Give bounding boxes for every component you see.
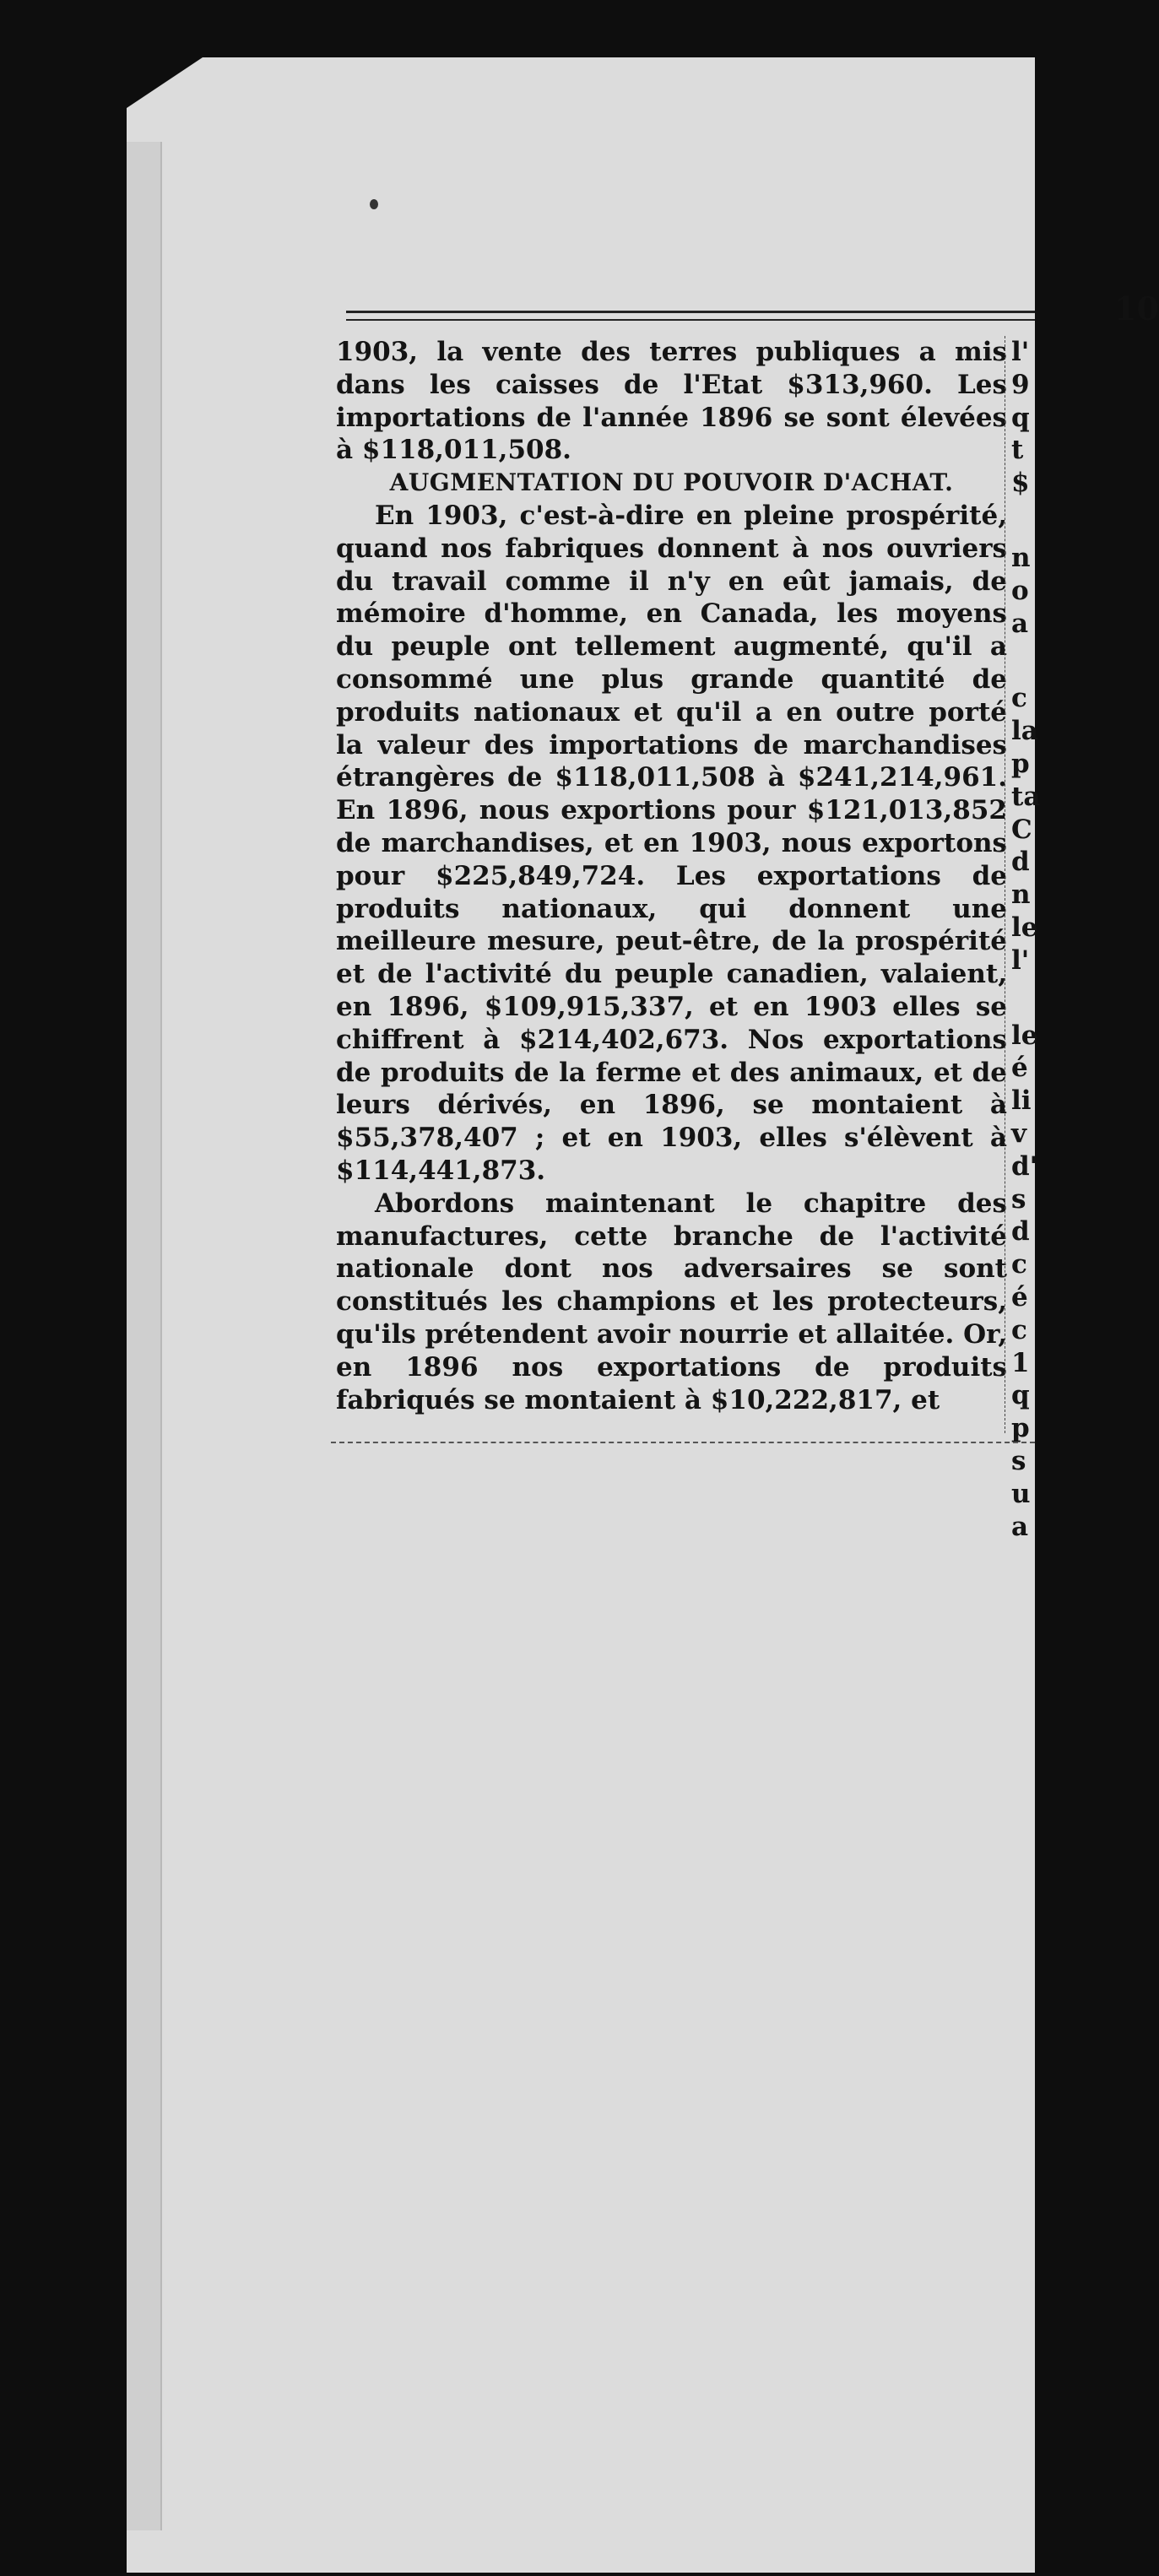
top-double-rule	[346, 311, 1035, 321]
fragment: é	[1011, 1053, 1028, 1084]
fragment: d	[1011, 1216, 1030, 1247]
fragment: l'	[1011, 944, 1030, 976]
fragment: s	[1011, 1445, 1026, 1476]
fragment: c	[1011, 1249, 1027, 1280]
fragment-gap	[1011, 977, 1045, 1020]
fragment: c	[1011, 1314, 1027, 1345]
fragment: d'	[1011, 1150, 1038, 1182]
ink-dot	[370, 199, 378, 209]
fragment: ta	[1011, 781, 1041, 812]
fragment: $	[1011, 468, 1030, 499]
main-text-column	[336, 336, 1007, 1416]
folded-corner	[127, 57, 203, 108]
fragment: c	[1011, 683, 1027, 714]
page-number: 10	[1114, 290, 1159, 327]
fragment: v	[1011, 1118, 1027, 1149]
bottom-dashed-rule	[331, 1442, 1035, 1443]
fragment: u	[1011, 1478, 1031, 1509]
fragment: d	[1011, 847, 1030, 878]
fragment: l'	[1011, 337, 1030, 367]
fragment: n	[1011, 879, 1031, 911]
paragraph-intro: 1903, la vente des terres publiques a mis dans les caisses de l'Etat $313,960. Les importations de l'année 1896 se sont élevées à $118,011,508.	[336, 337, 1007, 466]
section-heading: AUGMENTATION DU POUVOIR D'ACHAT.	[389, 468, 954, 497]
fragment: n	[1011, 542, 1031, 573]
fragment: p	[1011, 1413, 1030, 1444]
paragraph-manufactures: Abordons maintenant le chapitre des manufactures, cette branche de l'activité nationale dont nos adversaires se sont constitués les champions et les protecteurs, qu'ils prétendent avoir nourrie et allaitée. Or, en 1896 nos exportations de produits fabriqués se montaient à $10,222,817, et	[336, 1188, 1007, 1415]
fragment: o	[1011, 575, 1029, 606]
fragment: s	[1011, 1183, 1026, 1215]
fragment: le	[1011, 912, 1038, 943]
fragment: le	[1011, 1020, 1038, 1051]
fragment-gap	[1011, 500, 1045, 542]
page-binding-edge	[127, 142, 162, 2530]
fragment: é	[1011, 1281, 1028, 1312]
fragment: t	[1011, 435, 1024, 466]
fragment: li	[1011, 1085, 1032, 1117]
fragment: 9	[1011, 369, 1030, 400]
fragment: a	[1011, 1511, 1029, 1542]
fragment-gap	[1011, 640, 1045, 682]
fragment: a	[1011, 608, 1029, 639]
paragraph-purchasing-power: En 1903, c'est-à-dire en pleine prospérité, quand nos fabriques donnent à nos ouvriers du travail comme il n'y en eût jamais, de mémoire d'homme, en Canada, les moyens du peuple ont tellement augmenté, qu'il a consommé une plus grande quantité de produits nationaux et qu'il a en outre porté la valeur des importations de marchandises étrangères de $118,011,508 à $241,214,961. En 1896, nous exportions pour $121,013,852 de marchandises, et en 1903, nous exportons pour $225,849,724. Les exportations de produits nationaux, qui donnent une meilleure mesure, peut-être, de la prospérité et de l'activité du peuple canadien, valaient, en 1896, $109,915,337, et en 1903 elles se chiffrent à $214,402,673. Nos exportations de produits de la ferme et des animaux, et de leurs dérivés, en 1896, se montaient à $55,378,407 ; et en 1903, elles s'élèvent à $114,441,873.	[336, 500, 1007, 1186]
fragment: q	[1011, 1380, 1030, 1411]
fragment: C	[1011, 814, 1032, 845]
fragment: la	[1011, 716, 1038, 747]
fragment: 1	[1011, 1347, 1030, 1378]
fragment: q	[1011, 402, 1030, 433]
fragment: p	[1011, 748, 1030, 779]
right-column-fragments	[1011, 336, 1045, 1543]
